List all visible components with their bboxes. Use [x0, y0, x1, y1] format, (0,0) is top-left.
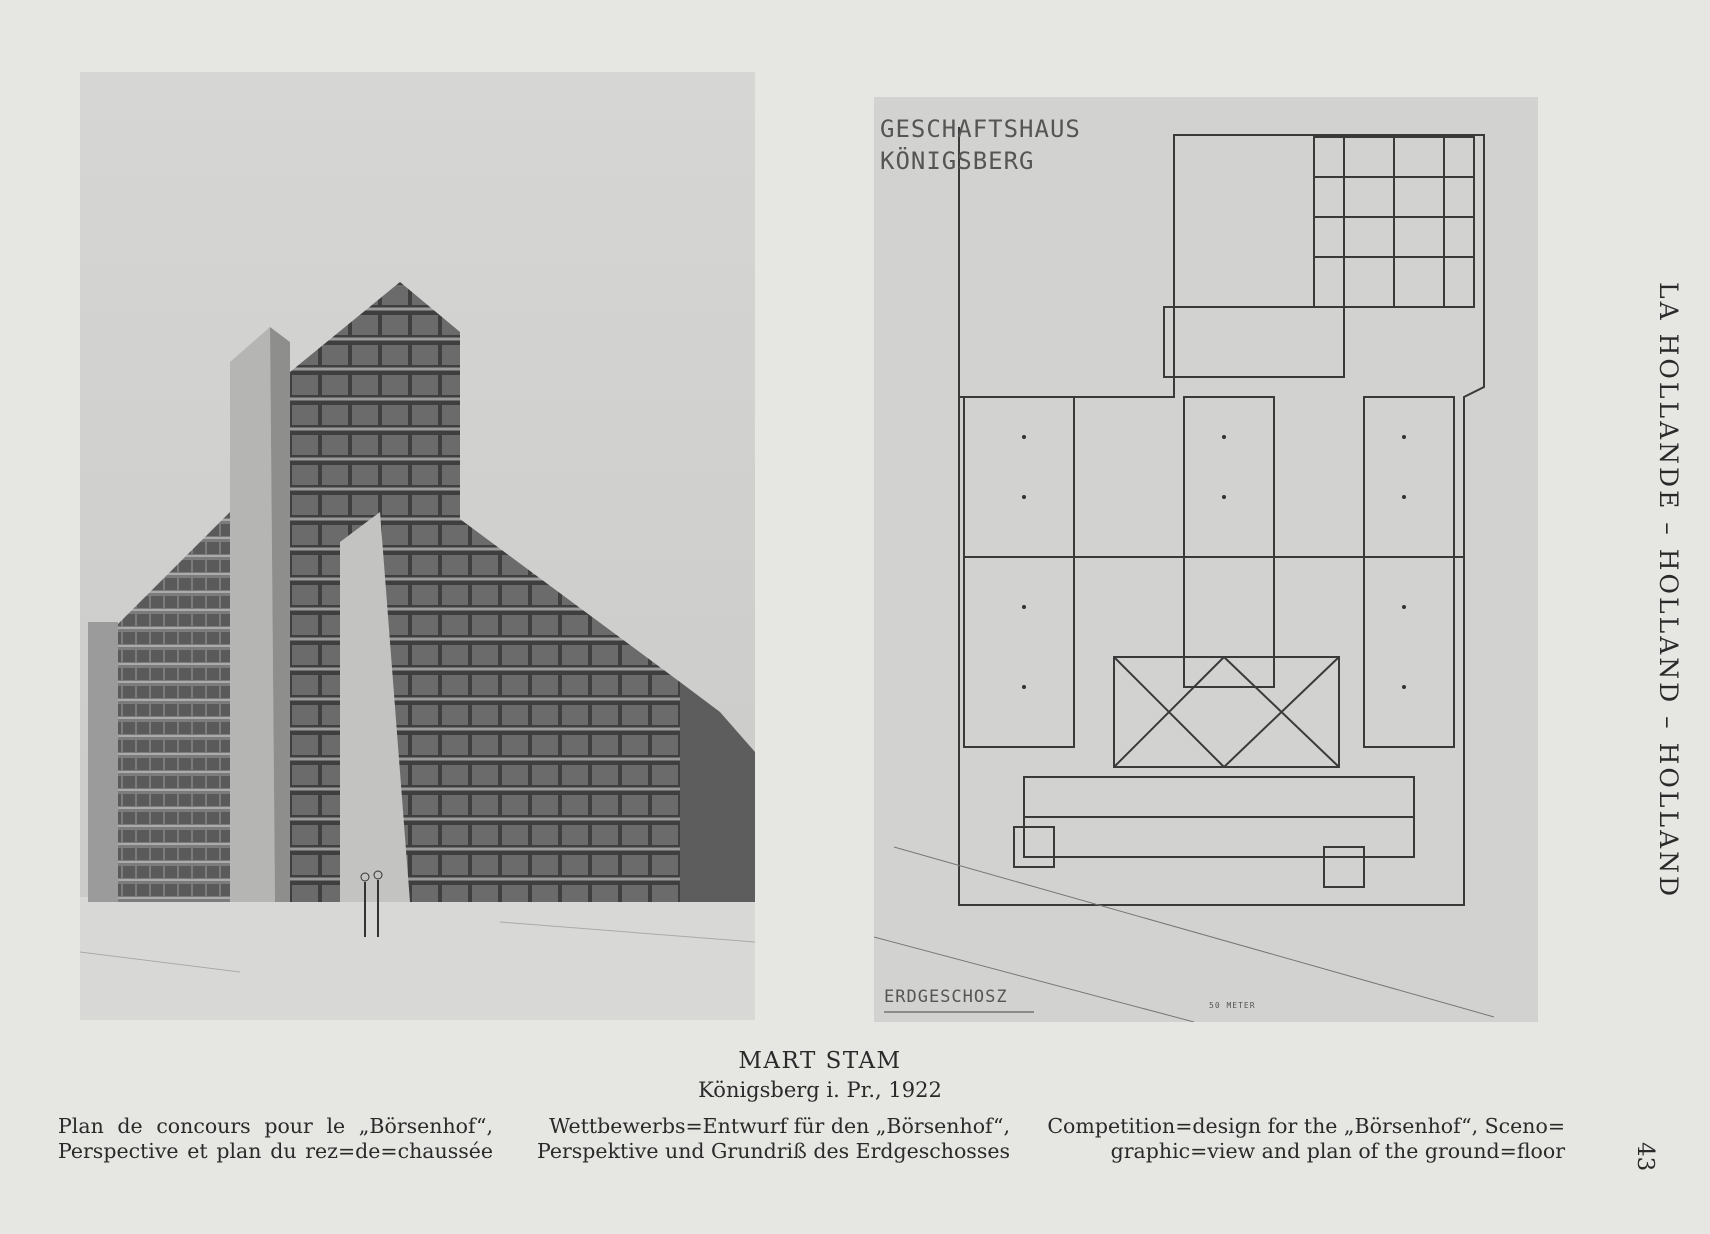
place-date: Königsberg i. Pr., 1922 [698, 1078, 942, 1102]
perspective-drawing [80, 72, 755, 1020]
caption-german-line2: Perspektive und Grundriß des Erdgeschosses [536, 1139, 1010, 1163]
side-title: LA HOLLANDE – HOLLAND – HOLLAND [1654, 282, 1683, 900]
plan-title-line2: KÖNIGSBERG [880, 147, 1035, 175]
caption-english [1035, 1114, 1565, 1164]
ground-floor-plan [874, 97, 1538, 1022]
caption-german-line1: Wettbewerbs=Entwurf für den „Börsenhof“, [549, 1114, 1010, 1138]
floor-label: ERDGESCHOSZ [884, 987, 1008, 1007]
architect-name: MART STAM [738, 1048, 902, 1074]
caption-header [0, 1048, 1640, 1102]
page-number: 43 [1632, 1142, 1658, 1172]
scale-label: 50 METER [1209, 1001, 1256, 1010]
caption-french-line1: Plan de concours pour le „Börsenhof“, [58, 1114, 493, 1138]
caption-english-line1: Competition=design for the „Börsenhof“, Sceno= [1047, 1114, 1565, 1138]
caption-english-line2: graphic=view and plan of the ground=floor [1110, 1139, 1565, 1163]
caption-german [530, 1114, 1010, 1164]
caption-french-line2: Perspective et plan du rez=de=chaussée [58, 1139, 493, 1163]
plan-title-line1: GESCHAFTSHAUS [880, 115, 1081, 143]
caption-french [58, 1114, 493, 1164]
